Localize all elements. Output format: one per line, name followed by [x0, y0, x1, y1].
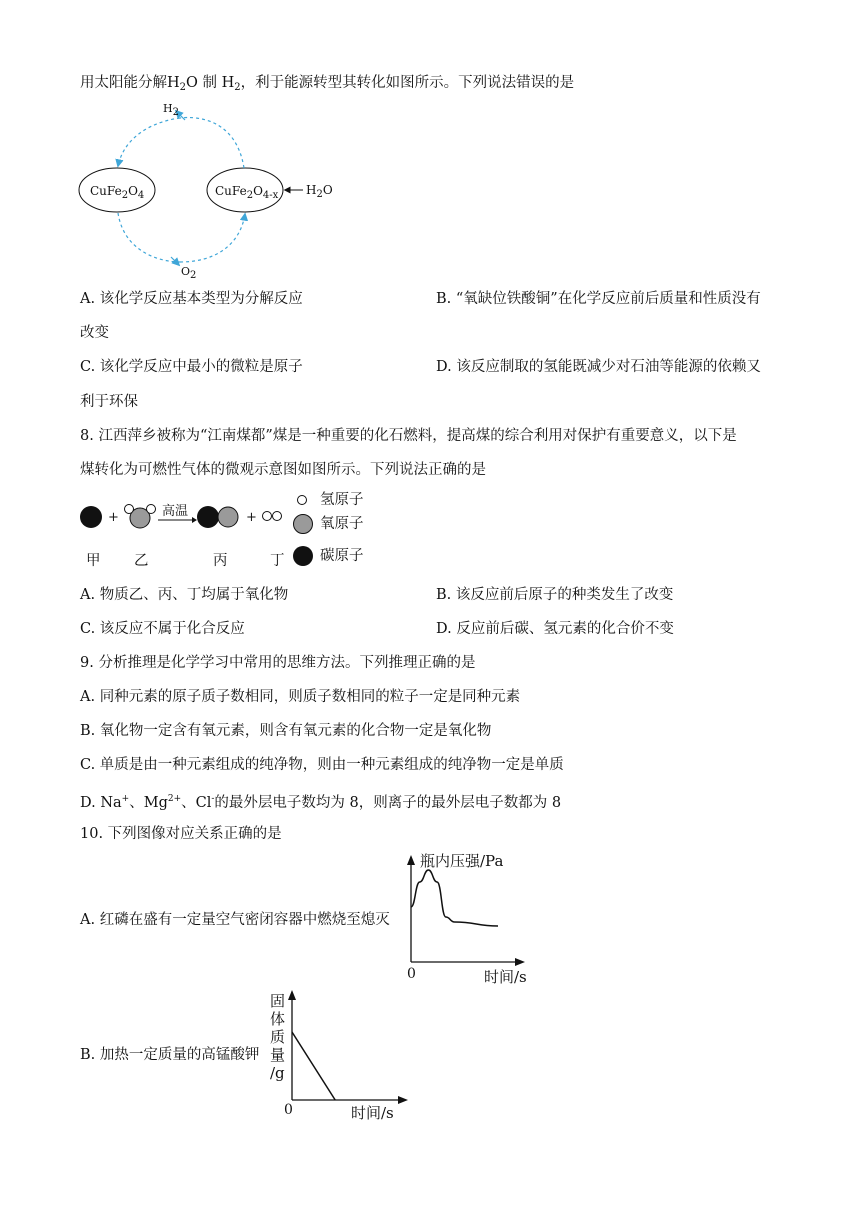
chart-a-x-arrow: [515, 958, 525, 966]
q8-option-c: C. 该反应不属于化合反应: [80, 621, 245, 637]
chart-b-ylabel-5: /g: [270, 1064, 285, 1082]
q7-option-b-cont: 改变: [80, 325, 109, 341]
plus-sign-2: +: [246, 510, 257, 525]
q10-option-a: A. 红磷在盛有一定量空气密闭容器中燃烧至熄灭: [80, 912, 390, 928]
right-node-label: $CuFe_2O_{4-x}$: [215, 184, 279, 201]
q8-stem-line1: 8. 江西萍乡被称为“江南煤都”煤是一种重要的化石燃料，提高煤的综合利用对保护有重要意义，以下是: [80, 428, 737, 444]
chart-b-ylabel-3: 质: [270, 1028, 286, 1046]
q9-option-a: A. 同种元素的原子质子数相同，则质子数相同的粒子一定是同种元素: [80, 689, 521, 705]
product-bing-oxygen: [218, 507, 238, 527]
reactant-jia-carbon: [80, 506, 102, 528]
legend-carbon-label: 碳原子: [320, 548, 364, 564]
q10-stem: 10. 下列图像对应关系正确的是: [80, 826, 282, 842]
chart-b-y-arrow: [288, 990, 296, 1000]
q9-option-b: B. 氧化物一定含有氧元素，则含有氧元素的化合物一定是氧化物: [80, 723, 492, 739]
reaction-condition: 高温: [162, 504, 189, 519]
q7-option-d-cont: 利于环保: [80, 394, 138, 410]
q7-option-b: B. “氧缺位铁酸铜”在化学反应前后质量和性质没有: [436, 291, 761, 307]
label-yi: 乙: [134, 553, 149, 569]
plus-sign-1: +: [108, 510, 119, 525]
o2-product-label: O2: [181, 265, 197, 281]
q8-option-a: A. 物质乙、丙、丁均属于氧化物: [80, 587, 289, 603]
reactant-yi-oxygen: [130, 508, 150, 528]
q7-option-d: D. 该反应制取的氢能既减少对石油等能源的依赖又: [436, 359, 761, 375]
chart-b-origin: 0: [284, 1102, 293, 1118]
question-7-stem: 用太阳能分解$H_2O$ 制 $H_2$，利于能源转型其转化如图所示。下列说法错误的是: [80, 75, 575, 93]
legend-carbon-icon: [293, 546, 313, 566]
product-ding-hydrogen-2: [273, 512, 282, 521]
legend-oxygen-icon: [294, 515, 313, 534]
chart-a-xlabel: 时间/s: [484, 968, 527, 986]
chart-b-ylabel-2: 体: [270, 1010, 286, 1028]
h2o-input-label: $H_2O$: [306, 183, 333, 200]
q8-option-b: B. 该反应前后原子的种类发生了改变: [436, 587, 674, 603]
reactant-yi-hydrogen-1: [125, 505, 134, 514]
q8-stem-line2: 煤转化为可燃性气体的微观示意图如图所示。下列说法正确的是: [80, 462, 486, 478]
left-node-label: $CuFe_2O_4$: [90, 184, 145, 201]
q8-option-d: D. 反应前后碳、氢元素的化合价不变: [436, 621, 674, 637]
product-ding-hydrogen-1: [263, 512, 272, 521]
chart-b-xlabel: 时间/s: [351, 1104, 394, 1122]
q10-option-b: B. 加热一定质量的高锰酸钾: [80, 1047, 260, 1063]
q7-option-a: A. 该化学反应基本类型为分解反应: [80, 291, 303, 307]
chart-b-ylabel-4: 量: [270, 1046, 286, 1064]
chart-a-ylabel: 瓶内压强/Pa: [420, 852, 504, 870]
chart-a-origin: 0: [407, 966, 416, 982]
legend-oxygen-label: 氧原子: [320, 516, 364, 532]
q9-stem: 9. 分析推理是化学学习中常用的思维方法。下列推理正确的是: [80, 655, 476, 671]
chart-b-x-arrow: [398, 1096, 408, 1104]
label-jia: 甲: [86, 553, 101, 569]
legend-hydrogen-icon: [298, 496, 307, 505]
label-bing: 丙: [213, 553, 228, 569]
q7-option-c: C. 该化学反应中最小的微粒是原子: [80, 359, 303, 375]
product-bing-carbon: [197, 506, 219, 528]
legend-hydrogen-label: 氢原子: [320, 492, 364, 508]
reactant-yi-hydrogen-2: [147, 505, 156, 514]
chart-b-ylabel-1: 固: [270, 992, 286, 1010]
chart-a-y-arrow: [407, 855, 415, 865]
chart-b-series-line: [292, 1032, 335, 1100]
h2-product-label: H2: [163, 102, 179, 118]
q9-option-d: D. Na+、$Mg^{2+}$、Cl-的最外层电子数均为 8，则离子的最外层电子数都为 8: [80, 794, 562, 811]
chart-a-series-line: [411, 870, 498, 926]
label-ding: 丁: [270, 553, 285, 569]
q9-option-c: C. 单质是由一种元素组成的纯净物，则由一种元素组成的纯净物一定是单质: [80, 757, 564, 773]
